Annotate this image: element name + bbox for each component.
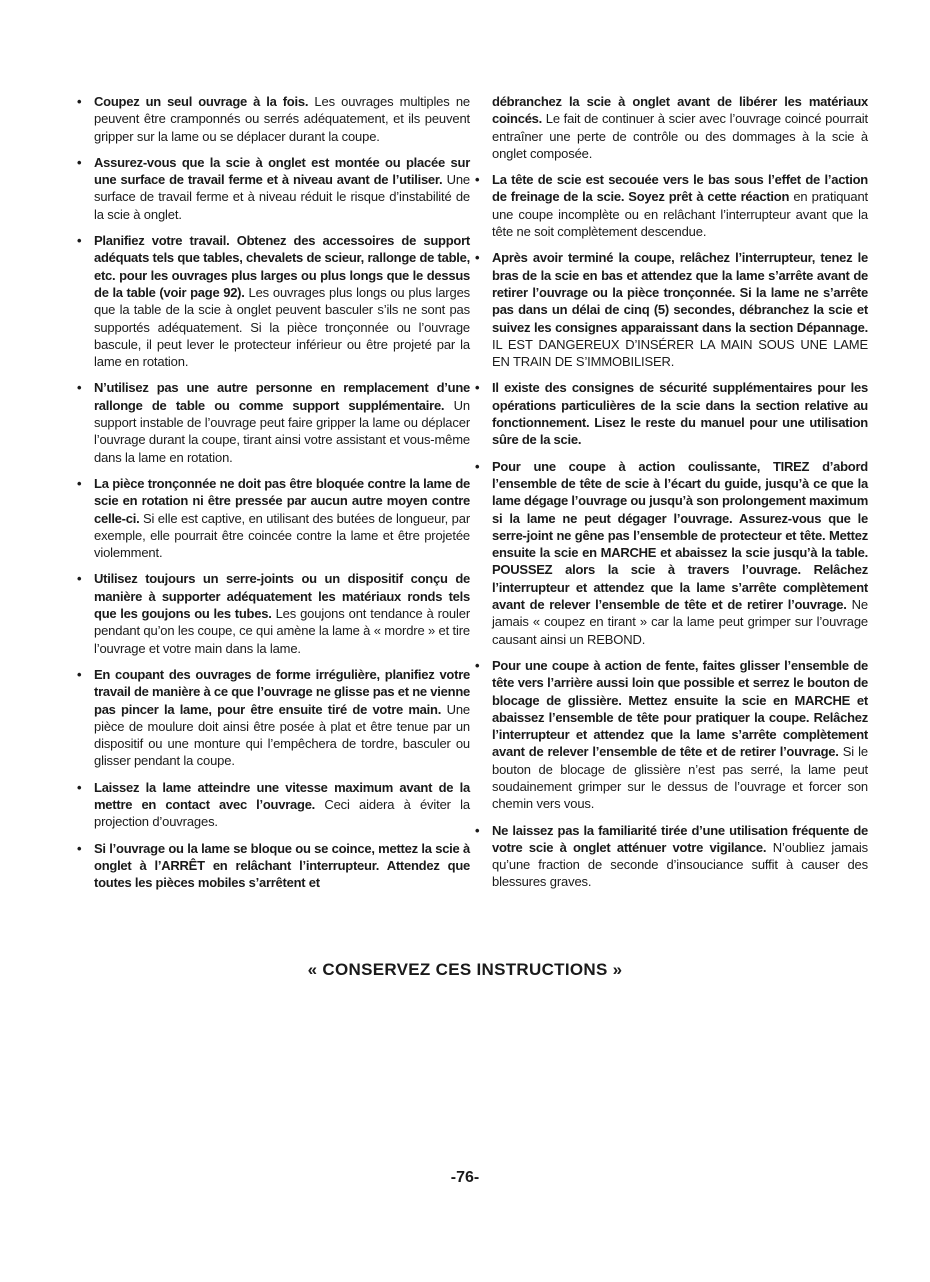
list-item	[475, 822, 869, 891]
bullet: •	[475, 458, 480, 474]
bullet: •	[475, 822, 480, 838]
item-bold-text: Il existe des consignes de sécurité supplémentaires pour les opérations particulières de la scie dans la section relative au fonctionnement. Lisez le reste du manuel pour une utilisation sûre de la scie.	[492, 380, 868, 448]
list-item	[77, 666, 470, 770]
lead-bold-text: débranchez la scie à onglet avant de libérer les matériaux coincés.	[492, 94, 868, 127]
left-column	[77, 93, 471, 900]
bullet: •	[475, 172, 480, 188]
list-item	[77, 93, 470, 145]
item-text: Si le bouton de blocage de glissière n’est pas serré, la lame peut soudainement grimper sur le dessus de l’ouvrage et forcer son chemin vers vous.	[492, 744, 868, 812]
list-item	[475, 379, 868, 448]
list-item	[475, 249, 868, 370]
item-text: Les goujons ont tendance à rouler pendant qu’on les coupe, ce qui amène la lame à « mordre » et tire l’ouvrage et votre main dans la lame.	[94, 606, 471, 656]
item-bold-text: Si l’ouvrage ou la lame se bloque ou se coince, mettez la scie à onglet à l’ARRÊT en relâchant l’interrupteur. Attendez que toutes les pièces mobiles s’arrêtent et	[94, 840, 470, 891]
item-text: Ne jamais « coupez en tirant » car la lame peut grimper sur l’ouvrage causant ainsi un REBOND.	[492, 597, 868, 647]
list-item	[77, 232, 471, 370]
bullet: •	[475, 380, 480, 396]
bullet: •	[77, 475, 82, 491]
item-bold-text: N’utilisez pas une autre personne en remplacement d’une rallonge de table ou comme support supplémentaire.	[94, 380, 470, 413]
item-text: N’oubliez jamais qu’une fraction de seconde d’insouciance suffit à causer des blessures graves.	[492, 839, 869, 890]
bullet: •	[77, 571, 82, 587]
bullet: •	[77, 840, 82, 856]
list-item	[77, 379, 471, 465]
bullet: •	[77, 666, 82, 682]
item-text: Un support instable de l’ouvrage peut faire gripper la lame ou déplacer l’ouvrage durant la coupe, tirant ainsi votre assistant et vous-même dans la lame en rotation.	[94, 397, 471, 465]
list-item	[475, 171, 868, 240]
continued-paragraph	[492, 93, 868, 162]
bullet: •	[475, 657, 480, 673]
item-bold-text: Coupez un seul ouvrage à la fois.	[94, 94, 309, 109]
item-text: IL EST DANGEREUX D’INSÉRER LA MAIN SOUS UNE LAME EN TRAIN DE S’IMMOBILISER.	[492, 336, 868, 370]
bullet: •	[77, 94, 82, 109]
bullet: •	[77, 154, 82, 170]
bullet: •	[475, 250, 480, 266]
item-text: Ceci aidera à éviter la projection d’ouvrages.	[94, 796, 470, 830]
list-item	[475, 458, 868, 648]
item-bold-text: Utilisez toujours un serre-joints ou un dispositif conçu de manière à supporter adéquatement les matériaux ronds tels que les goujons ou les tubes.	[94, 571, 470, 622]
right-column	[475, 93, 869, 900]
bullet: •	[77, 233, 82, 249]
item-bold-text: En coupant des ouvrages de forme irrégulière, planifiez votre travail de manière à ce que l’ouvrage ne glisse pas et ne vienne pas pincer la lame, pour être ensuite tiré de votre main.	[94, 666, 470, 717]
item-text: Si elle est captive, en utilisant des butées de longueur, par exemple, elle pourrait être coincée contre la lame et être projetée violemment.	[94, 510, 470, 561]
item-bold-text: Pour une coupe à action coulissante, TIREZ d’abord l’ensemble de tête de scie à l’écart du guide, jusqu’à ce que la lame dégage l’ouvrage ou jusqu’à son prolongement maximum si la lame ne peut dégager l’ouvrage. Assurez-vous que le serre-joint ne gêne pas l’ensemble de protecteur et tête. Mettez ensuite la scie en MARCHE et abaissez la scie jusqu’à la table. POUSSEZ alors la scie à travers l’ouvrage. Relâchez l’interrupteur et attendez que la lame s’arrête complètement avant de relever l’ensemble de tête et de retirer l’ouvrage.	[492, 458, 868, 613]
list-item	[77, 840, 470, 892]
item-text: Les ouvrages plus longs ou plus larges que la table de la scie à onglet peuvent basculer s’ils ne sont pas supportés adéquatement. Si la pièce tronçonnée ou l’ouvrage bascule, il peut lever le protecteur inférieur ou être projeté par la lame en rotation.	[94, 284, 471, 370]
list-item	[475, 657, 868, 813]
list-item	[77, 779, 470, 831]
item-bold-text: La tête de scie est secouée vers le bas sous l’effet de l’action de freinage de la scie. Soyez prêt à cette réaction	[492, 172, 868, 205]
section-heading: « CONSERVEZ CES INSTRUCTIONS »	[307, 960, 623, 979]
list-item	[77, 154, 470, 223]
item-bold-text: Laissez la lame atteindre une vitesse maximum avant de la mettre en contact avec l’ouvrage.	[94, 779, 470, 812]
list-item	[77, 570, 471, 656]
item-bold-text: Planifiez votre travail. Obtenez des accessoires de support adéquats tels que tables, chevalets de scieur, rallonge de table, etc. pour les ouvrages plus larges ou plus longs que le dessus de la table (voir page 92).	[94, 233, 470, 300]
bullet: •	[77, 380, 82, 396]
item-text: Une pièce de moulure doit ainsi être posée à plat et être tenue par un dispositif ou une monture qui l’empêchera de tordre, basculer ou glisser pendant la coupe.	[94, 701, 470, 769]
lead-text: Le fait de continuer à scier avec l’ouvrage coincé pourrait entraîner une perte de contrôle ou des dommages à la scie à onglet composée.	[492, 111, 868, 161]
item-bold-text: Ne laissez pas la familiarité tirée d’une utilisation fréquente de votre scie à onglet atténuer votre vigilance.	[492, 822, 868, 855]
item-text: en pratiquant une coupe incomplète ou en relâchant l’interrupteur avant que la tête ne soit complètement descendue.	[492, 189, 868, 240]
item-bold-text: La pièce tronçonnée ne doit pas être bloquée contre la lame de scie en rotation ni être pressée par aucun autre moyen contre celle-ci.	[94, 475, 470, 526]
item-bold-text: Assurez-vous que la scie à onglet est montée ou placée sur une surface de travail ferme et à niveau avant de l’utiliser.	[94, 154, 470, 188]
item-bold-text: Après avoir terminé la coupe, relâchez l’interrupteur, tenez le bras de la scie en bas et attendez que la lame s’arrête avant de retirer l’ouvrage ou la pièce tronçonnée. Si la lame ne s’arrête pas dans un délai de cinq (5) secondes, débranchez la scie et suivez les consignes apparaissant dans la section Dépannage.	[492, 250, 868, 335]
item-bold-text: Pour une coupe à action de fente, faites glisser l’ensemble de tête vers l’arrière aussi loin que possible et serrez le bouton de blocage de glissière. Mettez ensuite la scie en MARCHE et abaissez l’ensemble de tête pour pratiquer la coupe. Relâchez l’interrupteur et attendez que la lame s’arrête complètement avant de relever l’ensemble de tête et de retirer l’ouvrage.	[492, 657, 868, 760]
bullet: •	[77, 779, 82, 795]
page-number: -76-	[450, 1169, 480, 1186]
item-text: Les ouvrages multiples ne peuvent être cramponnés ou serrés adéquatement, et ils peuvent gripper sur la lame ou se déplacer durant la coupe.	[94, 94, 470, 144]
list-item	[77, 475, 470, 561]
item-text: Une surface de travail ferme et à niveau réduit le risque d’instabilité de la scie à onglet.	[94, 172, 470, 222]
